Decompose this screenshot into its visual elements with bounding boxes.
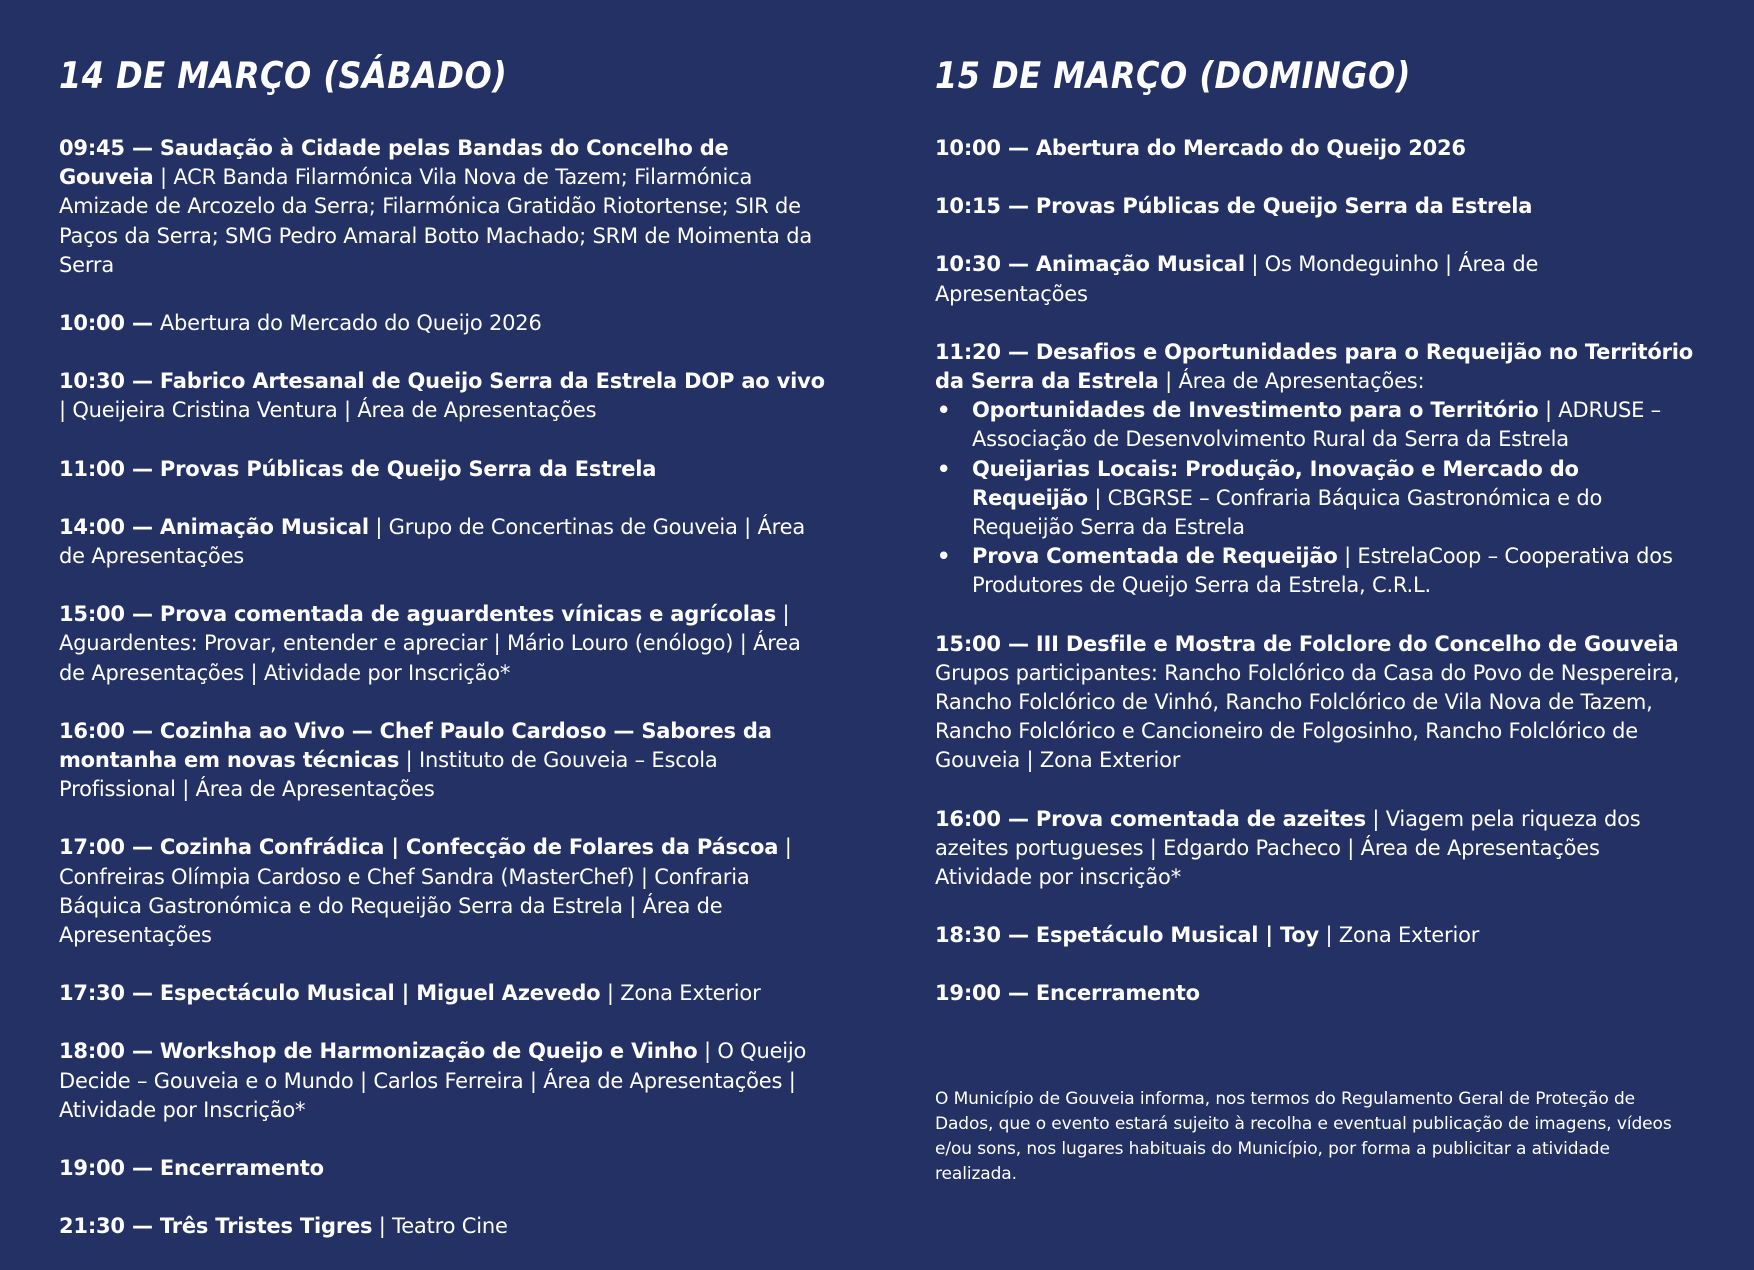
item-title: Espectáculo Musical | Miguel Azevedo xyxy=(159,981,601,1006)
item-title: Animação Musical xyxy=(159,514,369,539)
item-title: Abertura do Mercado do Queijo 2026 xyxy=(1035,136,1466,160)
schedule-item xyxy=(59,367,829,425)
schedule-item xyxy=(935,979,1695,1008)
item-details: Abertura do Mercado do Queijo 2026 xyxy=(159,311,542,336)
schedule-item xyxy=(59,717,829,805)
item-time: 16:00 — xyxy=(59,718,160,743)
item-details: | Área de Apresentações: xyxy=(1158,369,1425,394)
item-time: 10:00 — xyxy=(935,136,1036,160)
item-time: 10:00 — xyxy=(59,311,160,336)
item-title: Saudação à Cidade pelas Bandas do Concelho de Gouveia xyxy=(59,136,729,190)
schedule-item xyxy=(59,1037,829,1125)
item-details: Grupos participantes: Rancho Folclórico da Casa do Povo de Nespereira, Rancho Folclórico de Vinhó, Rancho Folclórico de Vila Nova de Tazem, Rancho Folclórico e Cancioneiro de Folgosinho, Rancho Folclórico de Gouveia | Zona Exterior xyxy=(935,660,1680,773)
list-item xyxy=(935,542,1695,600)
schedule-item xyxy=(935,921,1695,950)
item-time: 11:00 — xyxy=(59,456,160,481)
item-title: Encerramento xyxy=(1035,981,1200,1006)
gdpr-notice: O Município de Gouveia informa, nos termos do Regulamento Geral de Proteção de Dados, que o evento estará sujeito à recolha e eventual publicação de imagens, vídeos e/ou sons, nos lugares habituais do Município, por forma a publicitar a atividade realizada. xyxy=(935,1089,1672,1184)
item-time: 16:00 — xyxy=(935,806,1036,831)
item-title: Provas Públicas de Queijo Serra da Estrela xyxy=(1035,194,1533,219)
list-item xyxy=(935,455,1695,543)
item-title: Oportunidades de Investimento para o Território xyxy=(972,398,1539,423)
item-details: | Os Mondeguinho | Área de Apresentações xyxy=(935,252,1539,306)
item-details: | ADRUSE – Associação de Desenvolvimento Rural da Serra da Estrela xyxy=(972,398,1661,452)
item-details: | Aguardentes: Provar, entender e apreciar | Mário Louro (enólogo) | Área de Apresentações | Atividade por Inscrição* xyxy=(59,602,801,685)
item-details: | Grupo de Concertinas de Gouveia | Área de Apresentações xyxy=(59,514,806,569)
schedule-item xyxy=(59,833,829,950)
item-title: Espetáculo Musical | Toy xyxy=(1035,923,1320,948)
item-title: Prova comentada de azeites xyxy=(1035,806,1366,831)
item-title: Encerramento xyxy=(159,1156,324,1181)
item-details: | Viagem pela riqueza dos azeites portugueses | Edgardo Pacheco | Área de Apresentações xyxy=(935,806,1641,860)
item-details: | Confreiras Olímpia Cardoso e Chef Sandra (MasterChef) | Confraria Báquica Gastronómica e do Requeijão Serra da Estrela | Área de Apresentações xyxy=(59,835,792,948)
item-details: | Zona Exterior xyxy=(1319,923,1480,948)
day1-title: 14 DE MARÇO (SÁBADO) xyxy=(59,53,508,98)
item-title: Cozinha ao Vivo — Chef Paulo Cardoso — Sabores da montanha em novas técnicas xyxy=(59,718,772,773)
schedule-item xyxy=(935,338,1695,601)
item-title: Provas Públicas de Queijo Serra da Estrela xyxy=(159,456,657,481)
bullet-icon: • xyxy=(937,456,951,481)
day1-column xyxy=(59,50,829,1270)
item-time: 10:15 — xyxy=(935,194,1036,219)
item-time: 18:30 — xyxy=(935,923,1036,948)
registration-note: Atividade por inscrição* xyxy=(935,865,1182,890)
item-time: 18:00 — xyxy=(59,1039,160,1064)
bullet-icon: • xyxy=(937,398,951,423)
schedule-item xyxy=(59,513,829,571)
schedule-item xyxy=(935,805,1695,893)
schedule-item xyxy=(59,600,829,688)
item-details: | Instituto de Gouveia – Escola Profissional | Área de Apresentações xyxy=(59,748,718,802)
item-time: 19:00 — xyxy=(59,1156,160,1181)
session-list xyxy=(935,396,1695,600)
schedule-item xyxy=(59,1212,829,1241)
item-title: Prova Comentada de Requeijão xyxy=(972,544,1338,569)
day2-column xyxy=(935,50,1695,1038)
item-time: 17:30 — xyxy=(59,981,160,1006)
item-title: Cozinha Confrádica | Confecção de Folares da Páscoa xyxy=(159,835,779,860)
bullet-icon: • xyxy=(937,544,951,569)
item-time: 09:45 — xyxy=(59,136,160,160)
item-title: III Desfile e Mostra de Folclore do Concelho de Gouveia xyxy=(1035,631,1679,656)
item-details: | O Queijo Decide – Gouveia e o Mundo | Carlos Ferreira | Área de Apresentações | Atividade por Inscrição* xyxy=(59,1039,807,1122)
item-title: Workshop de Harmonização de Queijo e Vinho xyxy=(159,1039,698,1064)
item-time: 21:30 — xyxy=(59,1214,160,1239)
schedule-item xyxy=(59,979,829,1008)
item-time: 11:20 — xyxy=(935,339,1036,364)
item-title: Desafios e Oportunidades para o Requeijão no Território da Serra da Estrela xyxy=(935,339,1693,394)
item-time: 19:00 — xyxy=(935,981,1036,1006)
item-time: 17:00 — xyxy=(59,835,160,860)
schedule-item xyxy=(935,250,1695,308)
item-details: | Queijeira Cristina Ventura | Área de Apresentações xyxy=(59,398,597,423)
item-title: Animação Musical xyxy=(1035,252,1245,277)
schedule-item xyxy=(59,309,829,338)
item-time: 10:30 — xyxy=(59,369,160,394)
item-details: | Teatro Cine xyxy=(372,1214,508,1239)
day2-title: 15 DE MARÇO (DOMINGO) xyxy=(935,53,1411,98)
schedule-item xyxy=(59,1154,829,1183)
item-details: | CBGRSE – Confraria Báquica Gastronómica e do Requeijão Serra da Estrela xyxy=(972,485,1603,540)
item-title: Queijarias Locais: Produção, Inovação e Mercado do Requeijão xyxy=(972,456,1579,510)
list-item xyxy=(935,396,1695,454)
schedule-item xyxy=(935,192,1695,221)
schedule-item xyxy=(59,455,829,484)
item-time: 14:00 — xyxy=(59,514,160,539)
item-details: | ACR Banda Filarmónica Vila Nova de Tazem; Filarmónica Amizade de Arcozelo da Serra; Filarmónica Gratidão Riotortense; SIR de Paços da Serra; SMG Pedro Amaral Botto Machado; SRM de Moimenta da Serra xyxy=(59,165,812,277)
item-title: Prova comentada de aguardentes vínicas e agrícolas xyxy=(159,602,776,627)
schedule-item xyxy=(935,134,1695,163)
item-title: Fabrico Artesanal de Queijo Serra da Estrela DOP ao vivo xyxy=(159,369,825,394)
item-time: 10:30 — xyxy=(935,252,1036,277)
schedule-item xyxy=(59,134,829,280)
schedule-item xyxy=(935,630,1695,776)
item-time: 15:00 — xyxy=(59,602,160,627)
item-title: Três Tristes Tigres xyxy=(159,1214,373,1239)
item-details: | EstrelaCoop – Cooperativa dos Produtores de Queijo Serra da Estrela, C.R.L. xyxy=(972,544,1673,598)
item-time: 15:00 — xyxy=(935,631,1036,656)
item-details: | Zona Exterior xyxy=(600,981,761,1006)
